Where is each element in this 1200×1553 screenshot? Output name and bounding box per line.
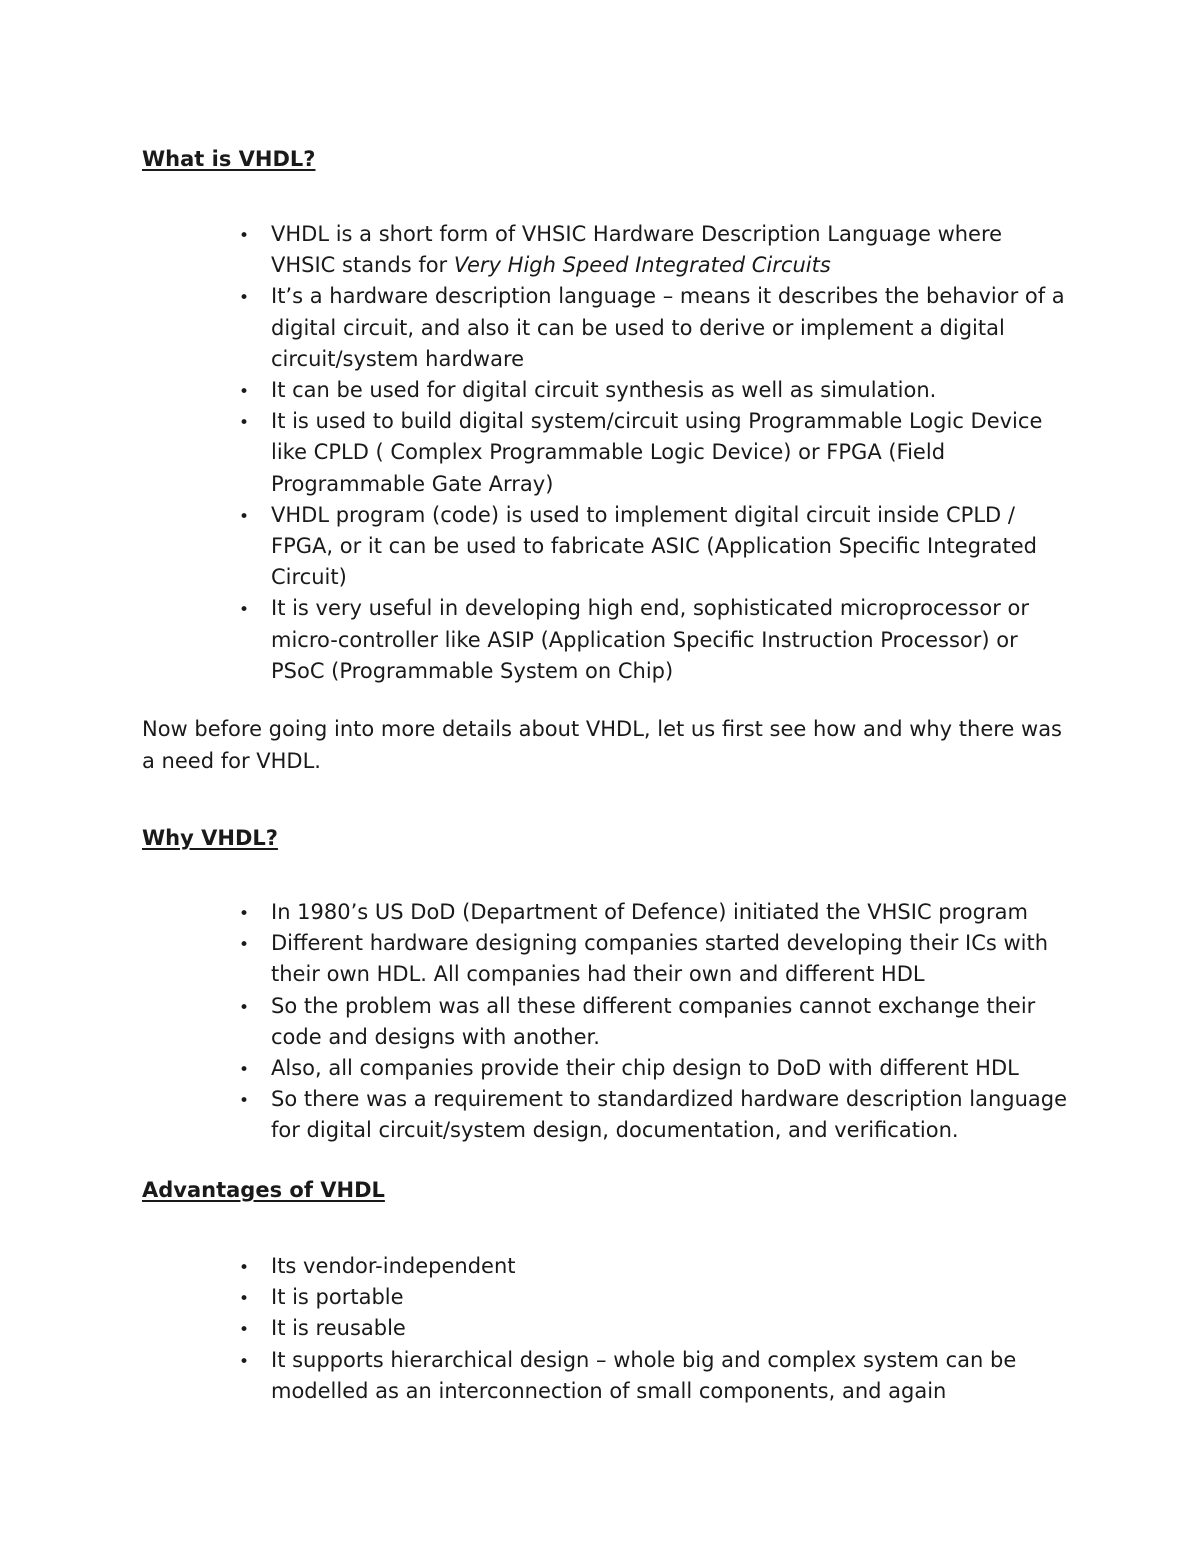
- bullet-icon: [237, 991, 251, 1024]
- list-item: [271, 219, 1071, 281]
- list-item-line: Different hardware designing companies started developing their ICs with: [271, 931, 1049, 956]
- bullet-list-what-is-vhdl: [271, 219, 1071, 687]
- list-item-italic-text: Very High Speed Integrated Circuits: [453, 253, 831, 278]
- list-item-line: code and designs with another.: [271, 1024, 600, 1049]
- paragraph-line: a need for VHDL.: [142, 748, 321, 773]
- bullet-icon: [237, 897, 251, 930]
- bullet-list-advantages: [271, 1251, 1071, 1407]
- list-item-line: FPGA, or it can be used to fabricate ASIC (Application Specific Integrated: [271, 534, 1038, 559]
- list-item-line: It is reusable: [271, 1316, 406, 1341]
- list-item: [271, 593, 1071, 687]
- list-item-line: So there was a requirement to standardized hardware description language: [271, 1087, 1068, 1112]
- list-item: [271, 406, 1071, 500]
- section-title-advantages-of-vhdl: Advantages of VHDL: [142, 1178, 385, 1202]
- list-item: [271, 1084, 1071, 1146]
- list-item: [271, 281, 1071, 375]
- bullet-icon: [237, 406, 251, 439]
- list-item-line: So the problem was all these different companies cannot exchange their: [271, 993, 1036, 1018]
- list-item-line: VHDL program (code) is used to implement digital circuit inside CPLD /: [271, 502, 1015, 527]
- list-item: [271, 1313, 1071, 1344]
- bullet-icon: [237, 281, 251, 314]
- section-title-why-vhdl: Why VHDL?: [142, 826, 278, 850]
- list-item-line: In 1980’s US DoD (Department of Defence) initiated the VHSIC program: [271, 900, 1028, 924]
- bullet-icon: [237, 1053, 251, 1086]
- list-item: [271, 897, 1071, 928]
- list-item-line: It is used to build digital system/circuit using Programmable Logic Device: [271, 409, 1043, 434]
- list-item-line: digital circuit, and also it can be used to derive or implement a digital: [271, 315, 1005, 340]
- list-item-line: PSoC (Programmable System on Chip): [271, 658, 674, 683]
- list-item-line: modelled as an interconnection of small components, and again: [271, 1378, 947, 1403]
- list-item-line: like CPLD ( Complex Programmable Logic Device) or FPGA (Field: [271, 440, 946, 465]
- paragraph-line: Now before going into more details about VHDL, let us first see how and why there was: [142, 717, 1063, 741]
- list-item-line: It supports hierarchical design – whole big and complex system can be: [271, 1347, 1017, 1372]
- list-item-line: VHSIC stands for: [271, 253, 454, 278]
- bullet-icon: [237, 500, 251, 533]
- list-item-line: It is portable: [271, 1285, 404, 1310]
- list-item-line: Also, all companies provide their chip design to DoD with different HDL: [271, 1056, 1019, 1081]
- list-item-line: their own HDL. All companies had their own and different HDL: [271, 962, 925, 987]
- list-item: [271, 1282, 1071, 1313]
- bullet-icon: [237, 1345, 251, 1378]
- bullet-icon: [237, 928, 251, 961]
- bullet-icon: [237, 593, 251, 626]
- list-item-line: Programmable Gate Array): [271, 471, 554, 496]
- section-title-what-is-vhdl: What is VHDL?: [142, 147, 316, 171]
- list-item-line: micro-controller like ASIP (Application Specific Instruction Processor) or: [271, 627, 1018, 652]
- list-item: [271, 1251, 1071, 1282]
- body-paragraph: [142, 714, 1062, 777]
- list-item: [271, 375, 1071, 406]
- list-item: [271, 991, 1071, 1053]
- list-item-line: It is very useful in developing high end, sophisticated microprocessor or: [271, 596, 1030, 621]
- list-item: [271, 928, 1071, 990]
- list-item-line: VHDL is a short form of VHSIC Hardware Description Language where: [271, 222, 1003, 246]
- bullet-list-why-vhdl: [271, 897, 1071, 1147]
- list-item-line: It can be used for digital circuit synthesis as well as simulation.: [271, 378, 937, 403]
- bullet-icon: [237, 1251, 251, 1284]
- bullet-icon: [237, 375, 251, 408]
- list-item: [271, 500, 1071, 594]
- list-item-line: for digital circuit/system design, documentation, and verification.: [271, 1118, 959, 1143]
- list-item-line: Its vendor-independent: [271, 1254, 516, 1278]
- list-item-line: circuit/system hardware: [271, 346, 525, 371]
- bullet-icon: [237, 1282, 251, 1315]
- list-item-line: Circuit): [271, 565, 347, 590]
- list-item: [271, 1345, 1071, 1407]
- bullet-icon: [237, 1084, 251, 1117]
- list-item: [271, 1053, 1071, 1084]
- bullet-icon: [237, 219, 251, 252]
- list-item-line: It’s a hardware description language – means it describes the behavior of a: [271, 284, 1065, 309]
- bullet-icon: [237, 1313, 251, 1346]
